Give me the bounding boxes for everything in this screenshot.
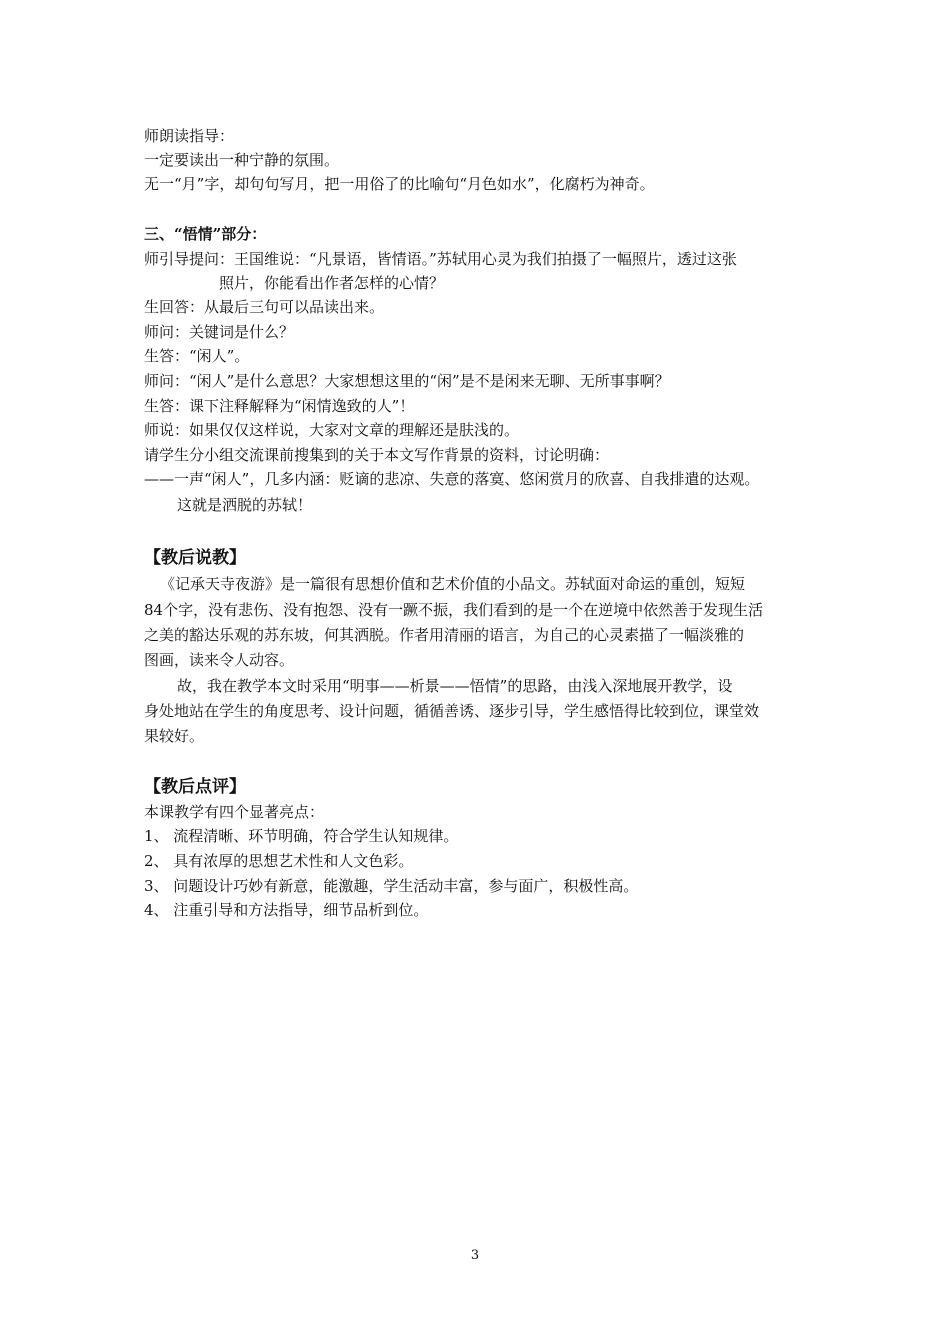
reading-guide-line: 无一“月”字，却句句写月，把一用俗了的比喻句“月色如水”，化腐朽为神奇。 xyxy=(144,175,655,193)
dialog-line: 生答：课下注释解释为“闲情逸致的人”！ xyxy=(144,397,415,415)
reading-guide-title: 师朗读指导： xyxy=(144,127,235,145)
dialog-line: ——一声“闲人”，几多内涵：贬谪的悲凉、失意的落寞、悠闲赏月的欣喜、自我排遣的达观。 xyxy=(144,470,760,488)
dialog-line: 师说：如果仅仅这样说，大家对文章的理解还是肤浅的。 xyxy=(144,421,520,439)
dialog-line: 请学生分小组交流课前搜集到的关于本文写作背景的资料，讨论明确： xyxy=(144,446,610,464)
list-item: 4、 注重引导和方法指导，细节品析到位。 xyxy=(144,901,429,919)
list-item: 3、 问题设计巧妙有新意，能激趣，学生活动丰富，参与面广，积极性高。 xyxy=(144,877,639,895)
paragraph-line: 身处地站在学生的角度思考、设计问题，循循善诱、逐步引导，学生感悟得比较到位，课堂效 xyxy=(144,702,760,720)
paragraph-line: 图画，读来令人动容。 xyxy=(144,651,295,669)
dialog-line: 生回答：从最后三句可以品读出来。 xyxy=(144,298,385,316)
post-review-title: 【教后点评】 xyxy=(144,777,246,797)
list-item: 1、 流程清晰、环节明确，符合学生认知规律。 xyxy=(144,827,459,845)
list-item: 2、 具有浓厚的思想艺术性和人文色彩。 xyxy=(144,852,414,870)
dialog-line: 照片，你能看出作者怎样的心情？ xyxy=(219,274,445,292)
paragraph-line: 果较好。 xyxy=(144,727,205,745)
section-three-title: 三、“悟情”部分： xyxy=(144,225,267,243)
dialog-line: 师问：“闲人”是什么意思？大家想想这里的“闲”是不是闲来无聊、无所事事啊？ xyxy=(144,372,670,390)
paragraph-line: 之美的豁达乐观的苏东坡，何其洒脱。作者用清丽的语言，为自己的心灵素描了一幅淡雅的 xyxy=(144,626,745,644)
paragraph-line: 《记承天寺夜游》是一篇很有思想价值和艺术价值的小品文。苏轼面对命运的重创，短短 xyxy=(160,575,746,593)
dialog-line: 生答：“闲人”。 xyxy=(144,347,250,365)
dialog-line: 师问：关键词是什么？ xyxy=(144,323,295,341)
dialog-line: 这就是洒脱的苏轼！ xyxy=(177,496,313,514)
review-intro: 本课教学有四个显著亮点： xyxy=(144,803,325,821)
paragraph-line: 84个字，没有悲伤、没有抱怨、没有一蹶不振，我们看到的是一个在逆境中依然善于发现生活 xyxy=(144,601,764,619)
paragraph-line: 故，我在教学本文时采用“明事——析景——悟情”的思路，由浅入深地展开教学，设 xyxy=(177,677,733,695)
reading-guide-line: 一定要读出一种宁静的氛围。 xyxy=(144,151,340,169)
post-teaching-title: 【教后说教】 xyxy=(144,548,246,568)
dialog-line: 师引导提问：王国维说：“凡景语，皆情语。”苏轼用心灵为我们拍摄了一幅照片，透过这张 xyxy=(144,250,737,268)
page-number: 3 xyxy=(470,1248,480,1263)
